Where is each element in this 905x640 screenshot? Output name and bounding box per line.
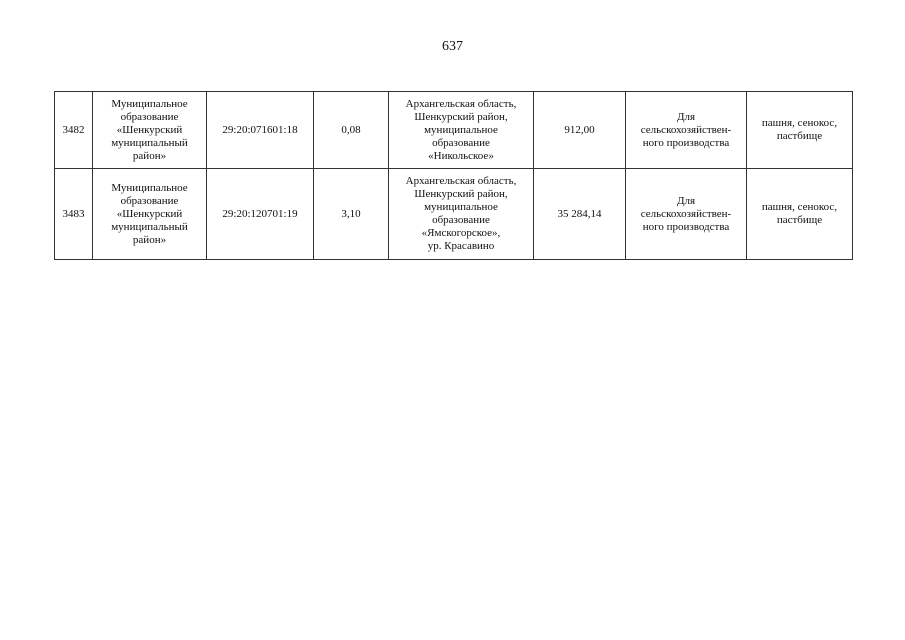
value-cell: 912,00: [534, 92, 626, 169]
table-row: [55, 92, 853, 169]
purpose-line: сельскохозяйствен-: [640, 123, 732, 136]
purpose-line: Для: [676, 110, 696, 123]
address-line: образование: [432, 136, 490, 149]
cadastral-number-cell: 29:20:120701:19: [207, 169, 314, 260]
cadastral-number-cell: 29:20:071601:18: [207, 92, 314, 169]
address-line: «Никольское»: [428, 149, 494, 162]
owner-line: муниципальный: [111, 220, 188, 233]
purpose-cell: [626, 169, 747, 260]
purpose-line: Для: [676, 194, 696, 207]
owner-line: образование: [120, 110, 179, 123]
row-number-cell: 3483: [55, 169, 93, 260]
usage-cell: [747, 169, 853, 260]
address-line: Архангельская область,: [405, 97, 517, 110]
purpose-cell: [626, 92, 747, 169]
land-plots-table: [54, 91, 853, 260]
area-cell: 3,10: [314, 169, 389, 260]
address-cell: [389, 92, 534, 169]
usage-line: пашня, сенокос,: [761, 117, 838, 129]
owner-cell: [93, 169, 207, 260]
row-number-cell: 3482: [55, 92, 93, 169]
owner-line: Муниципальное: [111, 97, 188, 110]
owner-line: Муниципальное: [111, 181, 188, 194]
owner-line: район»: [132, 233, 167, 246]
address-line: образование: [432, 214, 490, 226]
address-line: муниципальное: [424, 201, 498, 213]
address-line: Архангельская область,: [405, 175, 517, 187]
owner-line: муниципальный: [111, 136, 188, 149]
owner-line: «Шенкурский: [116, 123, 183, 136]
usage-cell: [747, 92, 853, 169]
page-number: 637: [442, 39, 463, 54]
address-line: муниципальное: [424, 123, 498, 136]
address-line: Шенкурский район,: [414, 110, 508, 123]
purpose-line: сельскохозяйствен-: [640, 207, 732, 220]
address-cell: [389, 169, 534, 260]
usage-line: пастбище: [776, 214, 823, 226]
value-cell: 35 284,14: [534, 169, 626, 260]
address-line: Шенкурский район,: [414, 188, 508, 200]
area-cell: 0,08: [314, 92, 389, 169]
owner-line: образование: [120, 194, 179, 207]
owner-line: «Шенкурский: [116, 207, 183, 220]
address-line: «Ямскогорское»,: [421, 227, 501, 239]
usage-line: пашня, сенокос,: [761, 201, 838, 213]
table-row: [55, 169, 853, 260]
usage-line: пастбище: [776, 130, 823, 142]
purpose-line: ного производства: [642, 220, 730, 233]
owner-line: район»: [132, 149, 167, 162]
purpose-line: ного производства: [642, 136, 730, 149]
owner-cell: [93, 92, 207, 169]
address-line: ур. Красавино: [427, 240, 495, 252]
